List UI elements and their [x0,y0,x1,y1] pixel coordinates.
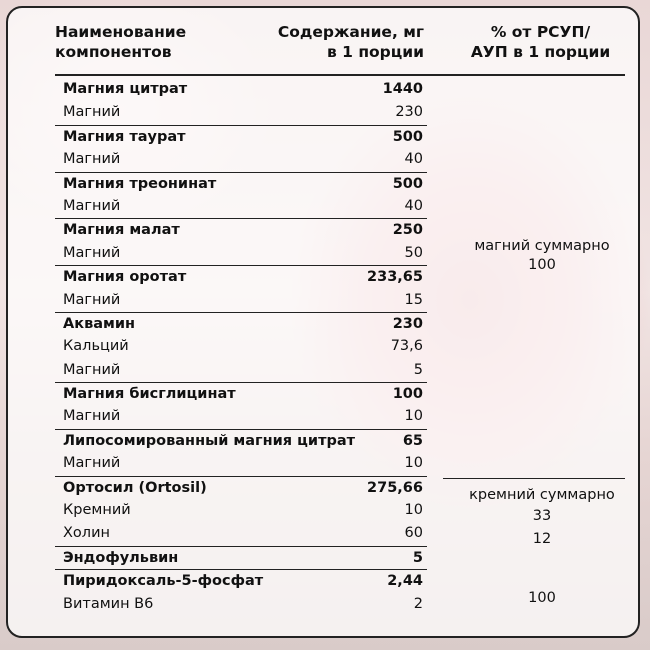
component-amount: 5 [413,361,423,378]
table-row [55,218,427,241]
table-row [55,125,427,148]
component-amount: 250 [392,222,423,239]
component-amount: 73,6 [390,338,423,355]
component-amount: 500 [392,128,423,145]
choline-value: 12 [532,531,552,547]
component-amount: 230 [392,315,423,332]
component-name: Липосомированный магния цитрат [63,432,356,449]
component-name: Магния треонинат [63,175,217,192]
component-amount: 2 [413,595,423,612]
component-amount: 60 [404,525,423,542]
component-name: Магния цитрат [63,81,188,97]
component-amount: 230 [395,104,423,121]
table-row [55,78,427,101]
silicon-total-value: 33 [532,508,552,524]
magnesium-total [458,237,626,275]
component-amount: 233,65 [367,269,423,286]
table-row [55,405,427,428]
component-amount: 1440 [382,81,423,97]
table-row [55,335,427,358]
component-name: Магния бисглицинат [63,386,236,403]
rsup-divider [443,478,625,479]
component-amount: 10 [404,408,423,425]
table-row [55,359,427,382]
component-name: Витамин B6 [63,595,154,612]
silicon-total-label: кремний суммарно [469,487,615,503]
component-amount: 2,44 [387,573,423,590]
component-name: Аквамин [63,315,136,332]
table-row [55,289,427,312]
component-name: Магния таурат [63,128,186,145]
component-amount: 65 [402,432,423,449]
component-amount: 50 [404,244,423,261]
magnesium-total-label: магний суммарно [474,238,610,254]
component-rows [55,78,427,616]
composition-table [6,6,640,638]
header-rsup [458,22,623,62]
magnesium-total-value: 100 [528,257,556,273]
component-name: Магний [63,408,121,425]
table-row [55,569,427,592]
component-name: Магния оротат [63,269,187,286]
component-amount: 275,66 [367,479,423,496]
component-name: Холин [63,525,110,542]
header-name-line1: Наименование [55,23,187,41]
component-name: Кремний [63,502,131,519]
header-component-name [55,22,255,62]
header-amount-line1: Содержание, мг [277,23,424,41]
component-amount: 40 [404,197,423,214]
table-row [55,522,427,545]
component-name: Ортосил (Ortosil) [63,479,207,496]
component-amount: 10 [404,502,423,519]
header-rsup-line1: % от РСУП/ [490,23,591,41]
component-name: Магний [63,361,121,378]
component-name: Магний [63,104,121,121]
table-row [55,312,427,335]
component-amount: 100 [392,386,423,403]
component-name: Пиридоксаль-5-фосфат [63,573,264,590]
table-row [55,429,427,452]
table-row [55,546,427,569]
header-divider [55,74,625,76]
component-name: Кальций [63,338,129,355]
table-row [55,195,427,218]
vitamin-b6-value: 100 [528,590,556,606]
table-row [55,265,427,288]
table-row [55,593,427,616]
component-name: Эндофульвин [63,549,179,566]
component-name: Магния малат [63,222,180,239]
component-amount: 500 [392,175,423,192]
table-row [55,101,427,124]
component-name: Магний [63,151,121,168]
component-amount: 15 [404,291,423,308]
component-name: Магний [63,244,121,261]
header-name-line2: компонентов [55,43,172,61]
header-rsup-line2: АУП в 1 порции [470,43,611,61]
header-amount-line2: в 1 порции [326,43,424,61]
table-row [55,172,427,195]
table-row [55,499,427,522]
component-amount: 40 [404,151,423,168]
component-name: Магний [63,455,121,472]
component-name: Магний [63,291,121,308]
component-name: Магний [63,197,121,214]
table-row [55,242,427,265]
component-amount: 10 [404,455,423,472]
table-row [55,382,427,405]
table-row [55,452,427,475]
header-amount [248,22,424,62]
table-row [55,476,427,499]
table-row [55,148,427,171]
component-amount: 5 [412,549,423,566]
